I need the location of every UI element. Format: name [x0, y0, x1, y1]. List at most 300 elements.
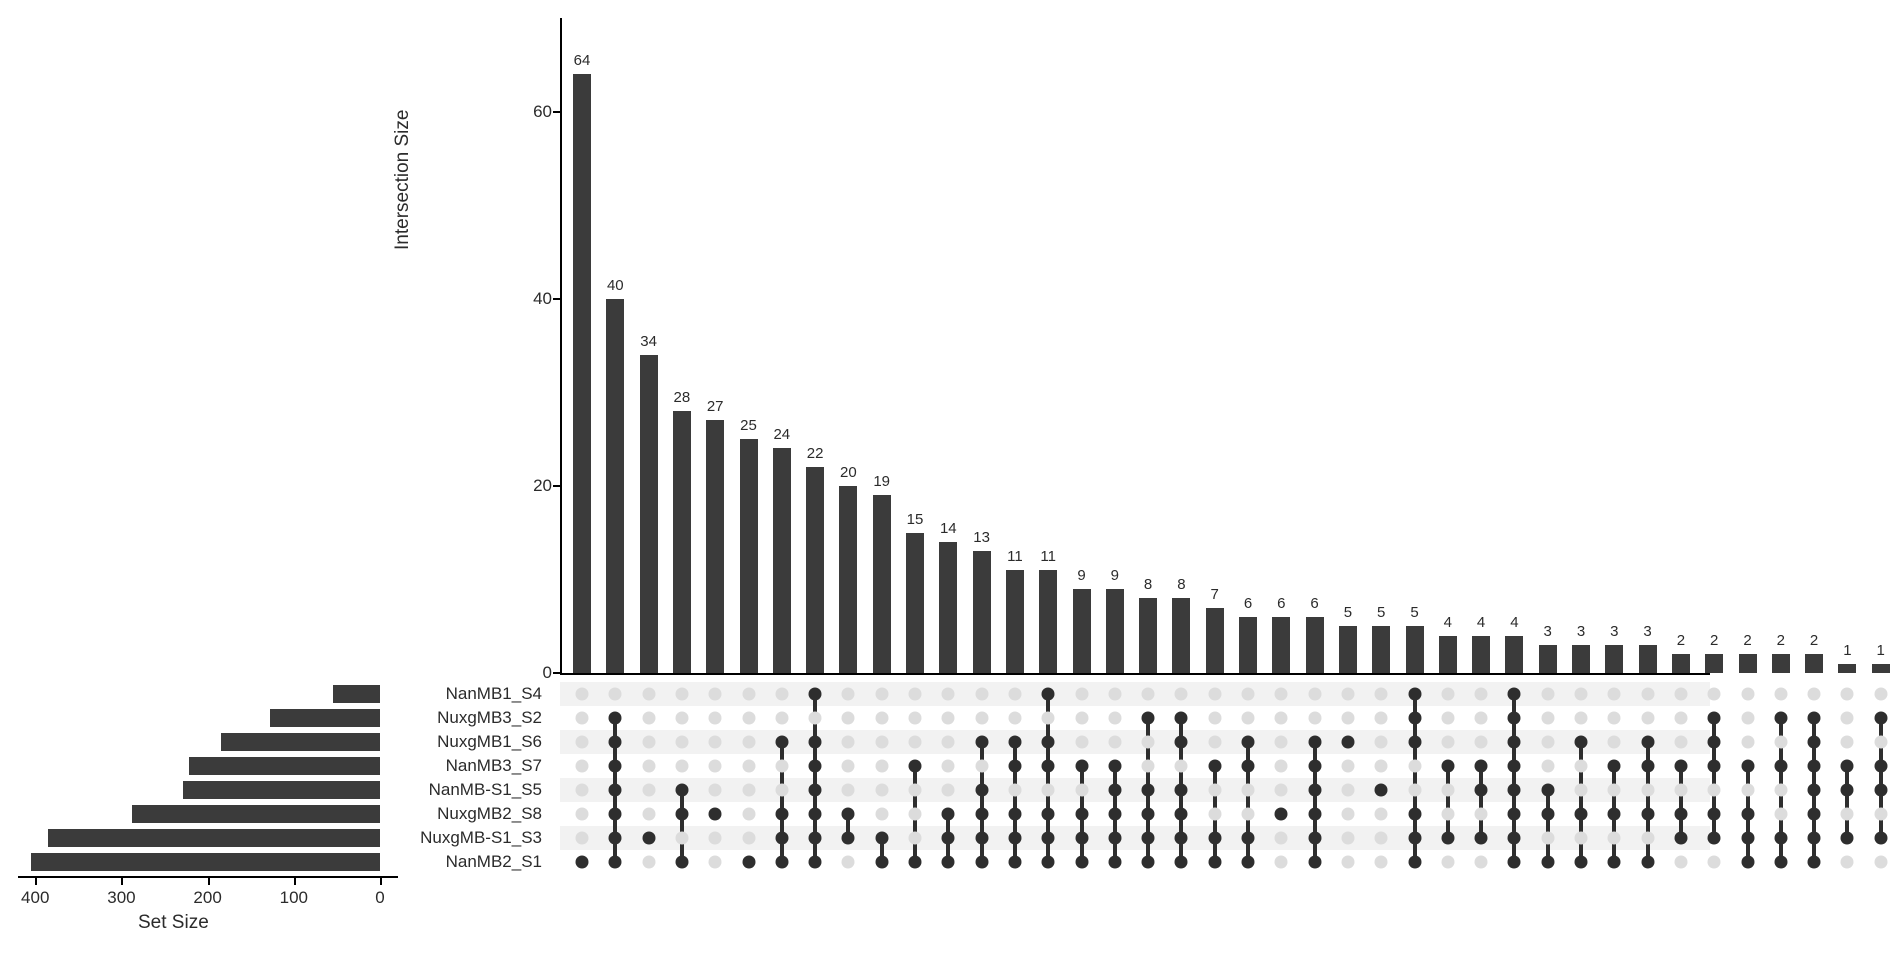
matrix-dot-inactive[interactable]: [942, 784, 955, 797]
matrix-dot-inactive[interactable]: [675, 832, 688, 845]
intersection-bar[interactable]: [1739, 654, 1757, 673]
matrix-dot-inactive[interactable]: [609, 688, 622, 701]
matrix-dot-inactive[interactable]: [1142, 736, 1155, 749]
matrix-dot-inactive[interactable]: [1674, 688, 1687, 701]
matrix-dot-active[interactable]: [1575, 808, 1588, 821]
matrix-dot-active[interactable]: [1008, 832, 1021, 845]
matrix-dot-inactive[interactable]: [642, 808, 655, 821]
matrix-dot-active[interactable]: [809, 760, 822, 773]
intersection-bar[interactable]: [606, 299, 624, 673]
matrix-dot-inactive[interactable]: [1541, 760, 1554, 773]
matrix-dot-inactive[interactable]: [1175, 760, 1188, 773]
matrix-dot-active[interactable]: [1608, 760, 1621, 773]
matrix-dot-active[interactable]: [1575, 736, 1588, 749]
matrix-dot-inactive[interactable]: [942, 760, 955, 773]
matrix-dot-active[interactable]: [1408, 808, 1421, 821]
matrix-dot-active[interactable]: [1108, 784, 1121, 797]
matrix-dot-active[interactable]: [1741, 808, 1754, 821]
matrix-dot-inactive[interactable]: [1142, 688, 1155, 701]
matrix-dot-active[interactable]: [1708, 760, 1721, 773]
matrix-dot-inactive[interactable]: [975, 688, 988, 701]
matrix-dot-active[interactable]: [1308, 856, 1321, 869]
matrix-dot-active[interactable]: [1108, 760, 1121, 773]
matrix-dot-inactive[interactable]: [1841, 808, 1854, 821]
intersection-bar[interactable]: [740, 439, 758, 673]
matrix-dot-active[interactable]: [809, 856, 822, 869]
matrix-dot-inactive[interactable]: [1541, 736, 1554, 749]
matrix-dot-active[interactable]: [1741, 832, 1754, 845]
matrix-dot-inactive[interactable]: [842, 712, 855, 725]
matrix-dot-inactive[interactable]: [709, 856, 722, 869]
matrix-dot-active[interactable]: [1408, 832, 1421, 845]
matrix-dot-active[interactable]: [1508, 784, 1521, 797]
matrix-dot-inactive[interactable]: [1441, 856, 1454, 869]
matrix-dot-inactive[interactable]: [1708, 856, 1721, 869]
matrix-dot-active[interactable]: [1142, 808, 1155, 821]
intersection-bar[interactable]: [1539, 645, 1557, 673]
matrix-dot-inactive[interactable]: [1208, 712, 1221, 725]
matrix-dot-active[interactable]: [1042, 808, 1055, 821]
matrix-dot-active[interactable]: [1075, 808, 1088, 821]
matrix-dot-active[interactable]: [1142, 832, 1155, 845]
matrix-dot-active[interactable]: [1608, 856, 1621, 869]
matrix-dot-active[interactable]: [1008, 760, 1021, 773]
matrix-dot-active[interactable]: [1674, 760, 1687, 773]
matrix-dot-active[interactable]: [1508, 856, 1521, 869]
matrix-dot-active[interactable]: [1242, 832, 1255, 845]
intersection-bar[interactable]: [1439, 636, 1457, 673]
matrix-dot-active[interactable]: [1275, 808, 1288, 821]
matrix-dot-active[interactable]: [1308, 760, 1321, 773]
matrix-dot-active[interactable]: [975, 736, 988, 749]
matrix-dot-inactive[interactable]: [975, 712, 988, 725]
matrix-dot-inactive[interactable]: [775, 688, 788, 701]
matrix-dot-active[interactable]: [1142, 784, 1155, 797]
matrix-dot-active[interactable]: [642, 832, 655, 845]
matrix-dot-inactive[interactable]: [1674, 736, 1687, 749]
matrix-dot-active[interactable]: [1075, 856, 1088, 869]
matrix-dot-inactive[interactable]: [642, 760, 655, 773]
intersection-bar[interactable]: [773, 448, 791, 673]
matrix-dot-active[interactable]: [909, 856, 922, 869]
matrix-dot-inactive[interactable]: [1042, 784, 1055, 797]
matrix-dot-inactive[interactable]: [1641, 712, 1654, 725]
matrix-dot-inactive[interactable]: [1208, 784, 1221, 797]
set-size-bar[interactable]: [221, 733, 380, 751]
intersection-bar[interactable]: [1206, 608, 1224, 674]
matrix-dot-inactive[interactable]: [1242, 688, 1255, 701]
matrix-dot-inactive[interactable]: [842, 856, 855, 869]
matrix-dot-inactive[interactable]: [1741, 784, 1754, 797]
matrix-dot-inactive[interactable]: [1341, 712, 1354, 725]
matrix-dot-inactive[interactable]: [1408, 760, 1421, 773]
matrix-dot-inactive[interactable]: [1874, 688, 1887, 701]
matrix-dot-active[interactable]: [1541, 808, 1554, 821]
matrix-dot-inactive[interactable]: [1375, 832, 1388, 845]
intersection-bar[interactable]: [1505, 636, 1523, 673]
matrix-dot-inactive[interactable]: [675, 688, 688, 701]
matrix-dot-inactive[interactable]: [709, 832, 722, 845]
matrix-dot-inactive[interactable]: [1242, 784, 1255, 797]
matrix-dot-active[interactable]: [809, 688, 822, 701]
matrix-dot-inactive[interactable]: [742, 760, 755, 773]
matrix-dot-active[interactable]: [1308, 784, 1321, 797]
matrix-dot-inactive[interactable]: [1874, 856, 1887, 869]
matrix-dot-inactive[interactable]: [942, 688, 955, 701]
matrix-dot-inactive[interactable]: [1741, 688, 1754, 701]
matrix-dot-inactive[interactable]: [909, 808, 922, 821]
matrix-dot-inactive[interactable]: [1441, 736, 1454, 749]
matrix-dot-active[interactable]: [975, 784, 988, 797]
set-size-bar[interactable]: [270, 709, 380, 727]
matrix-dot-active[interactable]: [1641, 808, 1654, 821]
matrix-dot-inactive[interactable]: [576, 832, 589, 845]
matrix-dot-inactive[interactable]: [875, 808, 888, 821]
matrix-dot-active[interactable]: [1375, 784, 1388, 797]
matrix-dot-inactive[interactable]: [1275, 712, 1288, 725]
matrix-dot-active[interactable]: [1508, 760, 1521, 773]
matrix-dot-inactive[interactable]: [1841, 688, 1854, 701]
matrix-dot-active[interactable]: [1341, 736, 1354, 749]
matrix-dot-inactive[interactable]: [1275, 736, 1288, 749]
matrix-dot-inactive[interactable]: [1308, 688, 1321, 701]
matrix-dot-active[interactable]: [1475, 832, 1488, 845]
matrix-dot-inactive[interactable]: [1275, 784, 1288, 797]
matrix-dot-inactive[interactable]: [842, 784, 855, 797]
matrix-dot-inactive[interactable]: [1541, 832, 1554, 845]
matrix-dot-active[interactable]: [975, 856, 988, 869]
matrix-dot-inactive[interactable]: [642, 784, 655, 797]
matrix-dot-inactive[interactable]: [709, 688, 722, 701]
matrix-dot-inactive[interactable]: [1341, 832, 1354, 845]
matrix-dot-active[interactable]: [675, 856, 688, 869]
matrix-dot-inactive[interactable]: [1408, 784, 1421, 797]
matrix-dot-inactive[interactable]: [909, 784, 922, 797]
set-size-bar[interactable]: [31, 853, 380, 871]
intersection-bar[interactable]: [1572, 645, 1590, 673]
matrix-dot-active[interactable]: [1175, 808, 1188, 821]
matrix-dot-active[interactable]: [1175, 832, 1188, 845]
matrix-dot-active[interactable]: [675, 784, 688, 797]
matrix-dot-inactive[interactable]: [1774, 784, 1787, 797]
intersection-bar[interactable]: [1272, 617, 1290, 673]
intersection-bar[interactable]: [1339, 626, 1357, 673]
matrix-dot-active[interactable]: [1108, 856, 1121, 869]
matrix-dot-active[interactable]: [842, 808, 855, 821]
matrix-dot-active[interactable]: [942, 832, 955, 845]
matrix-dot-inactive[interactable]: [1541, 712, 1554, 725]
matrix-dot-active[interactable]: [1042, 688, 1055, 701]
matrix-dot-inactive[interactable]: [642, 856, 655, 869]
matrix-dot-inactive[interactable]: [1341, 856, 1354, 869]
matrix-dot-inactive[interactable]: [1608, 784, 1621, 797]
intersection-bar[interactable]: [1838, 664, 1856, 673]
matrix-dot-active[interactable]: [1308, 808, 1321, 821]
matrix-dot-inactive[interactable]: [1075, 736, 1088, 749]
matrix-dot-inactive[interactable]: [1575, 712, 1588, 725]
matrix-dot-inactive[interactable]: [1375, 736, 1388, 749]
matrix-dot-active[interactable]: [1242, 856, 1255, 869]
matrix-dot-inactive[interactable]: [875, 712, 888, 725]
matrix-dot-active[interactable]: [775, 832, 788, 845]
matrix-dot-active[interactable]: [1242, 760, 1255, 773]
matrix-dot-active[interactable]: [709, 808, 722, 821]
matrix-dot-inactive[interactable]: [1841, 856, 1854, 869]
matrix-dot-inactive[interactable]: [1774, 688, 1787, 701]
matrix-dot-inactive[interactable]: [1375, 688, 1388, 701]
matrix-dot-inactive[interactable]: [742, 712, 755, 725]
matrix-dot-active[interactable]: [1874, 712, 1887, 725]
matrix-dot-active[interactable]: [1441, 760, 1454, 773]
matrix-dot-active[interactable]: [809, 736, 822, 749]
matrix-dot-active[interactable]: [1008, 856, 1021, 869]
intersection-bar[interactable]: [1372, 626, 1390, 673]
matrix-dot-active[interactable]: [1541, 856, 1554, 869]
matrix-dot-inactive[interactable]: [809, 712, 822, 725]
matrix-dot-inactive[interactable]: [1674, 856, 1687, 869]
set-size-bar[interactable]: [183, 781, 380, 799]
intersection-bar[interactable]: [1805, 654, 1823, 673]
matrix-dot-active[interactable]: [1774, 856, 1787, 869]
matrix-dot-active[interactable]: [1508, 808, 1521, 821]
matrix-dot-inactive[interactable]: [942, 736, 955, 749]
matrix-dot-active[interactable]: [809, 832, 822, 845]
matrix-dot-active[interactable]: [1608, 808, 1621, 821]
matrix-dot-inactive[interactable]: [1341, 808, 1354, 821]
intersection-bar[interactable]: [973, 551, 991, 673]
matrix-dot-inactive[interactable]: [742, 736, 755, 749]
matrix-dot-active[interactable]: [1142, 856, 1155, 869]
matrix-dot-inactive[interactable]: [1741, 736, 1754, 749]
matrix-dot-active[interactable]: [1508, 712, 1521, 725]
matrix-dot-inactive[interactable]: [842, 736, 855, 749]
matrix-dot-inactive[interactable]: [1641, 688, 1654, 701]
matrix-dot-inactive[interactable]: [742, 832, 755, 845]
matrix-dot-active[interactable]: [1541, 784, 1554, 797]
matrix-dot-inactive[interactable]: [1375, 712, 1388, 725]
matrix-dot-active[interactable]: [775, 856, 788, 869]
matrix-dot-active[interactable]: [1042, 856, 1055, 869]
matrix-dot-inactive[interactable]: [1575, 688, 1588, 701]
matrix-dot-inactive[interactable]: [1042, 712, 1055, 725]
matrix-dot-active[interactable]: [942, 808, 955, 821]
matrix-dot-active[interactable]: [1674, 832, 1687, 845]
matrix-dot-active[interactable]: [775, 736, 788, 749]
matrix-dot-inactive[interactable]: [1774, 736, 1787, 749]
matrix-dot-active[interactable]: [1242, 736, 1255, 749]
intersection-bar[interactable]: [1605, 645, 1623, 673]
matrix-dot-inactive[interactable]: [1341, 688, 1354, 701]
matrix-dot-active[interactable]: [1741, 760, 1754, 773]
matrix-dot-inactive[interactable]: [1674, 784, 1687, 797]
matrix-dot-inactive[interactable]: [1075, 712, 1088, 725]
matrix-dot-active[interactable]: [975, 808, 988, 821]
matrix-dot-inactive[interactable]: [742, 688, 755, 701]
matrix-dot-inactive[interactable]: [1708, 688, 1721, 701]
matrix-dot-inactive[interactable]: [775, 784, 788, 797]
matrix-dot-inactive[interactable]: [875, 688, 888, 701]
intersection-bar[interactable]: [706, 420, 724, 673]
matrix-dot-inactive[interactable]: [1608, 712, 1621, 725]
matrix-dot-active[interactable]: [1874, 784, 1887, 797]
matrix-dot-active[interactable]: [742, 856, 755, 869]
matrix-dot-inactive[interactable]: [675, 712, 688, 725]
matrix-dot-active[interactable]: [942, 856, 955, 869]
matrix-dot-active[interactable]: [1708, 832, 1721, 845]
intersection-bar[interactable]: [873, 495, 891, 673]
matrix-dot-inactive[interactable]: [909, 736, 922, 749]
matrix-dot-inactive[interactable]: [1575, 784, 1588, 797]
matrix-dot-active[interactable]: [1408, 712, 1421, 725]
matrix-dot-active[interactable]: [1808, 808, 1821, 821]
matrix-dot-inactive[interactable]: [1275, 856, 1288, 869]
matrix-dot-active[interactable]: [609, 784, 622, 797]
matrix-dot-active[interactable]: [1808, 784, 1821, 797]
intersection-bar[interactable]: [1406, 626, 1424, 673]
intersection-bar[interactable]: [1639, 645, 1657, 673]
matrix-dot-active[interactable]: [1475, 784, 1488, 797]
matrix-dot-active[interactable]: [1042, 760, 1055, 773]
matrix-dot-inactive[interactable]: [1341, 784, 1354, 797]
matrix-dot-inactive[interactable]: [909, 688, 922, 701]
matrix-dot-active[interactable]: [1475, 760, 1488, 773]
matrix-dot-inactive[interactable]: [742, 808, 755, 821]
matrix-dot-inactive[interactable]: [1008, 712, 1021, 725]
matrix-dot-active[interactable]: [975, 832, 988, 845]
matrix-dot-inactive[interactable]: [875, 760, 888, 773]
matrix-dot-inactive[interactable]: [576, 808, 589, 821]
matrix-dot-inactive[interactable]: [1208, 688, 1221, 701]
matrix-dot-inactive[interactable]: [675, 736, 688, 749]
matrix-dot-active[interactable]: [1142, 712, 1155, 725]
matrix-dot-inactive[interactable]: [1108, 736, 1121, 749]
matrix-dot-inactive[interactable]: [1075, 784, 1088, 797]
intersection-bar[interactable]: [673, 411, 691, 673]
matrix-dot-inactive[interactable]: [1441, 808, 1454, 821]
matrix-dot-active[interactable]: [609, 736, 622, 749]
matrix-dot-inactive[interactable]: [675, 760, 688, 773]
matrix-dot-active[interactable]: [1708, 712, 1721, 725]
matrix-dot-inactive[interactable]: [1375, 760, 1388, 773]
matrix-dot-active[interactable]: [1841, 784, 1854, 797]
matrix-dot-inactive[interactable]: [1708, 784, 1721, 797]
matrix-dot-active[interactable]: [1508, 736, 1521, 749]
intersection-bar[interactable]: [1106, 589, 1124, 673]
matrix-dot-inactive[interactable]: [1475, 712, 1488, 725]
matrix-dot-active[interactable]: [1808, 832, 1821, 845]
matrix-dot-active[interactable]: [1774, 712, 1787, 725]
matrix-dot-active[interactable]: [1175, 784, 1188, 797]
matrix-dot-active[interactable]: [1641, 760, 1654, 773]
matrix-dot-inactive[interactable]: [975, 760, 988, 773]
matrix-dot-active[interactable]: [1808, 736, 1821, 749]
intersection-bar[interactable]: [1139, 598, 1157, 673]
intersection-bar[interactable]: [1172, 598, 1190, 673]
matrix-dot-active[interactable]: [809, 784, 822, 797]
matrix-dot-inactive[interactable]: [1242, 808, 1255, 821]
matrix-dot-inactive[interactable]: [709, 712, 722, 725]
matrix-dot-inactive[interactable]: [576, 760, 589, 773]
matrix-dot-active[interactable]: [1641, 736, 1654, 749]
matrix-dot-inactive[interactable]: [875, 784, 888, 797]
matrix-dot-inactive[interactable]: [1475, 808, 1488, 821]
matrix-dot-active[interactable]: [675, 808, 688, 821]
matrix-dot-inactive[interactable]: [1008, 688, 1021, 701]
matrix-dot-inactive[interactable]: [1475, 856, 1488, 869]
matrix-dot-inactive[interactable]: [842, 760, 855, 773]
matrix-dot-inactive[interactable]: [1874, 808, 1887, 821]
matrix-dot-inactive[interactable]: [1741, 712, 1754, 725]
matrix-dot-inactive[interactable]: [1308, 712, 1321, 725]
matrix-dot-inactive[interactable]: [775, 712, 788, 725]
matrix-dot-inactive[interactable]: [1441, 688, 1454, 701]
matrix-dot-inactive[interactable]: [1441, 784, 1454, 797]
matrix-dot-active[interactable]: [609, 760, 622, 773]
matrix-dot-active[interactable]: [1408, 736, 1421, 749]
matrix-dot-active[interactable]: [1075, 832, 1088, 845]
matrix-dot-inactive[interactable]: [1808, 688, 1821, 701]
matrix-dot-inactive[interactable]: [642, 712, 655, 725]
matrix-dot-inactive[interactable]: [1142, 760, 1155, 773]
matrix-dot-inactive[interactable]: [576, 712, 589, 725]
matrix-dot-inactive[interactable]: [576, 688, 589, 701]
matrix-dot-active[interactable]: [1741, 856, 1754, 869]
matrix-dot-inactive[interactable]: [576, 784, 589, 797]
matrix-dot-active[interactable]: [1108, 832, 1121, 845]
matrix-dot-inactive[interactable]: [1874, 736, 1887, 749]
matrix-dot-inactive[interactable]: [1641, 784, 1654, 797]
matrix-dot-active[interactable]: [1408, 688, 1421, 701]
matrix-dot-active[interactable]: [1042, 736, 1055, 749]
matrix-dot-active[interactable]: [609, 712, 622, 725]
matrix-dot-inactive[interactable]: [1841, 736, 1854, 749]
intersection-bar[interactable]: [1472, 636, 1490, 673]
matrix-dot-active[interactable]: [1108, 808, 1121, 821]
matrix-dot-active[interactable]: [909, 760, 922, 773]
matrix-dot-active[interactable]: [1575, 856, 1588, 869]
matrix-dot-active[interactable]: [609, 832, 622, 845]
matrix-dot-active[interactable]: [1308, 736, 1321, 749]
matrix-dot-active[interactable]: [1841, 760, 1854, 773]
matrix-dot-active[interactable]: [1708, 808, 1721, 821]
matrix-dot-active[interactable]: [1808, 760, 1821, 773]
matrix-dot-inactive[interactable]: [1108, 688, 1121, 701]
intersection-bar[interactable]: [806, 467, 824, 673]
matrix-dot-inactive[interactable]: [1841, 712, 1854, 725]
matrix-dot-active[interactable]: [1175, 856, 1188, 869]
matrix-dot-inactive[interactable]: [1475, 688, 1488, 701]
matrix-dot-inactive[interactable]: [1275, 832, 1288, 845]
matrix-dot-inactive[interactable]: [1341, 760, 1354, 773]
intersection-bar[interactable]: [939, 542, 957, 673]
matrix-dot-inactive[interactable]: [1575, 760, 1588, 773]
matrix-dot-active[interactable]: [1008, 808, 1021, 821]
set-size-bar[interactable]: [48, 829, 380, 847]
matrix-dot-inactive[interactable]: [842, 688, 855, 701]
intersection-bar[interactable]: [839, 486, 857, 673]
matrix-dot-active[interactable]: [842, 832, 855, 845]
intersection-bar[interactable]: [573, 74, 591, 673]
set-size-bar[interactable]: [132, 805, 380, 823]
matrix-dot-inactive[interactable]: [1541, 688, 1554, 701]
matrix-dot-active[interactable]: [1641, 856, 1654, 869]
matrix-dot-active[interactable]: [809, 808, 822, 821]
matrix-dot-active[interactable]: [1508, 688, 1521, 701]
intersection-bar[interactable]: [1006, 570, 1024, 673]
set-size-bar[interactable]: [333, 685, 380, 703]
matrix-dot-active[interactable]: [1874, 832, 1887, 845]
matrix-dot-active[interactable]: [1175, 736, 1188, 749]
